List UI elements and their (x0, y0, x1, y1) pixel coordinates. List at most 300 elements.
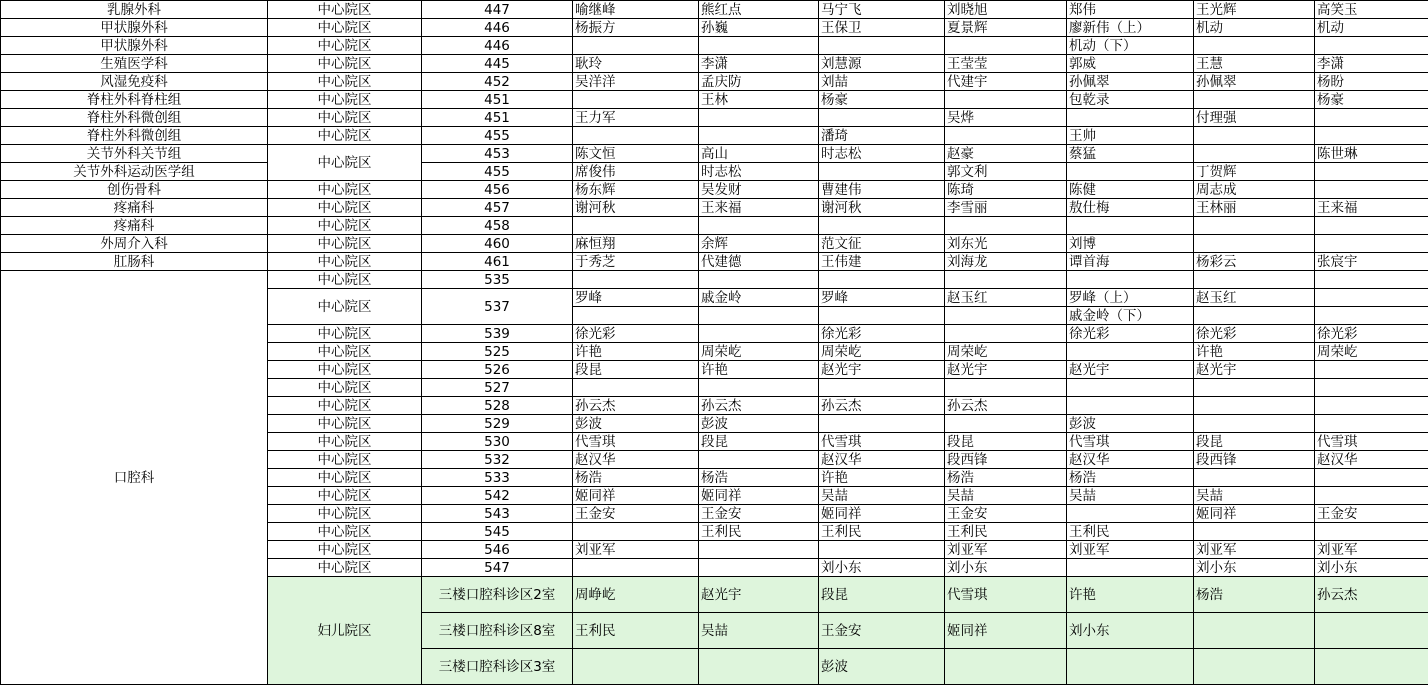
doctor-cell[interactable] (1315, 289, 1428, 307)
doctor-cell[interactable]: 杨浩 (945, 469, 1067, 487)
doctor-cell[interactable] (819, 271, 945, 289)
doctor-cell[interactable]: 王伟建 (819, 253, 945, 271)
doctor-cell[interactable] (945, 91, 1067, 109)
campus-cell[interactable]: 中心院区 (268, 73, 422, 91)
doctor-cell[interactable] (1067, 397, 1194, 415)
doctor-cell[interactable]: 时志松 (699, 163, 819, 181)
doctor-cell[interactable] (699, 127, 819, 145)
doctor-cell[interactable] (1315, 523, 1428, 541)
doctor-cell[interactable]: 喻继峰 (573, 1, 699, 19)
doctor-cell[interactable]: 刘慧源 (819, 55, 945, 73)
doctor-cell[interactable]: 赵光宇 (819, 361, 945, 379)
doctor-cell[interactable]: 赵汉华 (573, 451, 699, 469)
campus-cell[interactable]: 中心院区 (268, 253, 422, 271)
doctor-cell[interactable]: 姬同祥 (573, 487, 699, 505)
doctor-cell[interactable] (1315, 469, 1428, 487)
doctor-cell[interactable]: 王帅 (1067, 127, 1194, 145)
doctor-cell[interactable]: 廖新伟（上） (1067, 19, 1194, 37)
doctor-cell[interactable]: 刘海龙 (945, 253, 1067, 271)
room-cell[interactable]: 539 (422, 325, 573, 343)
doctor-cell[interactable] (1315, 487, 1428, 505)
doctor-cell[interactable]: 孙云杰 (819, 397, 945, 415)
doctor-cell[interactable] (1194, 235, 1315, 253)
campus-cell[interactable]: 中心院区 (268, 217, 422, 235)
doctor-cell[interactable]: 范文征 (819, 235, 945, 253)
doctor-cell[interactable]: 刘小东 (819, 559, 945, 577)
doctor-cell[interactable]: 吴喆 (1194, 487, 1315, 505)
room-cell[interactable]: 537 (422, 289, 573, 325)
doctor-cell[interactable]: 孙云杰 (573, 397, 699, 415)
doctor-cell[interactable]: 彭波 (1067, 415, 1194, 433)
doctor-cell[interactable]: 刘亚军 (945, 541, 1067, 559)
doctor-cell[interactable]: 孙云杰 (699, 397, 819, 415)
doctor-cell[interactable] (1315, 415, 1428, 433)
doctor-cell[interactable]: 代建宇 (945, 73, 1067, 91)
room-cell[interactable]: 451 (422, 109, 573, 127)
doctor-cell[interactable]: 马宁飞 (819, 1, 945, 19)
campus-cell[interactable]: 中心院区 (268, 19, 422, 37)
doctor-cell[interactable]: 周荣屹 (819, 343, 945, 361)
doctor-cell[interactable]: 王利民 (699, 523, 819, 541)
doctor-cell[interactable]: 刘亚军 (1194, 541, 1315, 559)
doctor-cell[interactable]: 吴烨 (945, 109, 1067, 127)
doctor-cell[interactable]: 代雪琪 (1067, 433, 1194, 451)
doctor-cell[interactable]: 蔡猛 (1067, 145, 1194, 163)
doctor-cell[interactable]: 赵汉华 (819, 451, 945, 469)
campus-cell[interactable]: 中心院区 (268, 397, 422, 415)
doctor-cell[interactable]: 段昆 (819, 577, 945, 613)
dept-cell[interactable]: 乳腺外科 (1, 1, 268, 19)
doctor-cell[interactable] (573, 37, 699, 55)
doctor-cell[interactable]: 孙云杰 (1315, 577, 1428, 613)
room-cell[interactable]: 546 (422, 541, 573, 559)
doctor-cell[interactable] (699, 379, 819, 397)
doctor-cell[interactable] (1315, 181, 1428, 199)
doctor-cell[interactable] (819, 37, 945, 55)
doctor-cell[interactable] (1315, 37, 1428, 55)
doctor-cell[interactable]: 刘晓旭 (945, 1, 1067, 19)
dept-cell[interactable]: 甲状腺外科 (1, 19, 268, 37)
dept-cell[interactable]: 关节外科运动医学组 (1, 163, 268, 181)
dept-cell[interactable]: 创伤骨科 (1, 181, 268, 199)
doctor-cell[interactable] (1315, 163, 1428, 181)
dept-cell[interactable]: 甲状腺外科 (1, 37, 268, 55)
doctor-cell[interactable]: 徐光彩 (1315, 325, 1428, 343)
doctor-cell[interactable]: 代雪琪 (573, 433, 699, 451)
doctor-cell[interactable]: 赵玉红 (1194, 289, 1315, 307)
doctor-cell[interactable] (699, 559, 819, 577)
doctor-cell[interactable]: 杨浩 (699, 469, 819, 487)
campus-cell[interactable]: 中心院区 (268, 235, 422, 253)
doctor-cell[interactable]: 吴喆 (945, 487, 1067, 505)
doctor-cell[interactable]: 周峥屹 (573, 577, 699, 613)
doctor-cell[interactable]: 敖仕梅 (1067, 199, 1194, 217)
doctor-cell[interactable] (699, 217, 819, 235)
campus-cell[interactable]: 中心院区 (268, 145, 422, 181)
doctor-cell[interactable]: 王金安 (945, 505, 1067, 523)
doctor-cell[interactable]: 陈文恒 (573, 145, 699, 163)
doctor-cell[interactable] (945, 271, 1067, 289)
doctor-cell[interactable]: 周荣屹 (699, 343, 819, 361)
doctor-cell[interactable] (945, 37, 1067, 55)
doctor-cell[interactable]: 王利民 (573, 613, 699, 649)
doctor-cell[interactable] (1194, 145, 1315, 163)
campus-cell[interactable]: 中心院区 (268, 379, 422, 397)
doctor-cell[interactable] (1194, 127, 1315, 145)
doctor-cell[interactable] (1194, 271, 1315, 289)
campus-cell[interactable]: 中心院区 (268, 505, 422, 523)
doctor-cell[interactable] (945, 649, 1067, 685)
doctor-cell[interactable] (1194, 307, 1315, 325)
room-cell[interactable]: 三楼口腔科诊区3室 (422, 649, 573, 685)
doctor-cell[interactable] (819, 541, 945, 559)
doctor-cell[interactable]: 吴发财 (699, 181, 819, 199)
doctor-cell[interactable] (573, 91, 699, 109)
doctor-cell[interactable]: 曹建伟 (819, 181, 945, 199)
campus-cell[interactable]: 中心院区 (268, 181, 422, 199)
doctor-cell[interactable] (1315, 109, 1428, 127)
campus-cell[interactable]: 中心院区 (268, 541, 422, 559)
doctor-cell[interactable]: 李潇 (1315, 55, 1428, 73)
room-cell[interactable]: 526 (422, 361, 573, 379)
room-cell[interactable]: 455 (422, 163, 573, 181)
doctor-cell[interactable]: 代建德 (699, 253, 819, 271)
doctor-cell[interactable]: 高笑玉 (1315, 1, 1428, 19)
doctor-cell[interactable] (819, 415, 945, 433)
doctor-cell[interactable]: 刘小东 (1067, 613, 1194, 649)
doctor-cell[interactable] (1194, 397, 1315, 415)
doctor-cell[interactable]: 代雪琪 (819, 433, 945, 451)
doctor-cell[interactable]: 王利民 (819, 523, 945, 541)
doctor-cell[interactable]: 刘博 (1067, 235, 1194, 253)
doctor-cell[interactable]: 杨彩云 (1194, 253, 1315, 271)
room-cell[interactable]: 529 (422, 415, 573, 433)
doctor-cell[interactable] (1315, 127, 1428, 145)
campus-cell[interactable]: 中心院区 (268, 1, 422, 19)
doctor-cell[interactable] (945, 127, 1067, 145)
doctor-cell[interactable]: 王林丽 (1194, 199, 1315, 217)
doctor-cell[interactable]: 孙巍 (699, 19, 819, 37)
doctor-cell[interactable] (573, 649, 699, 685)
doctor-cell[interactable]: 罗峰 (573, 289, 699, 307)
dept-cell[interactable]: 疼痛科 (1, 199, 268, 217)
doctor-cell[interactable] (819, 163, 945, 181)
campus-cell[interactable]: 中心院区 (268, 289, 422, 325)
doctor-cell[interactable] (699, 307, 819, 325)
doctor-cell[interactable] (1194, 91, 1315, 109)
doctor-cell[interactable]: 罗峰（上） (1067, 289, 1194, 307)
campus-cell[interactable]: 中心院区 (268, 325, 422, 343)
doctor-cell[interactable]: 戚金岭（下） (1067, 307, 1194, 325)
doctor-cell[interactable] (699, 37, 819, 55)
room-cell[interactable]: 527 (422, 379, 573, 397)
campus-cell[interactable]: 中心院区 (268, 37, 422, 55)
doctor-cell[interactable]: 许艳 (1194, 343, 1315, 361)
room-cell[interactable]: 545 (422, 523, 573, 541)
dept-cell[interactable]: 生殖医学科 (1, 55, 268, 73)
doctor-cell[interactable]: 刘东光 (945, 235, 1067, 253)
doctor-cell[interactable]: 段昆 (699, 433, 819, 451)
dept-cell[interactable]: 肛肠科 (1, 253, 268, 271)
campus-cell[interactable]: 中心院区 (268, 487, 422, 505)
doctor-cell[interactable]: 郭威 (1067, 55, 1194, 73)
doctor-cell[interactable] (819, 217, 945, 235)
doctor-cell[interactable]: 吴喆 (1067, 487, 1194, 505)
campus-cell[interactable]: 中心院区 (268, 91, 422, 109)
doctor-cell[interactable] (573, 127, 699, 145)
doctor-cell[interactable]: 陈健 (1067, 181, 1194, 199)
doctor-cell[interactable] (1315, 361, 1428, 379)
doctor-cell[interactable]: 王力军 (573, 109, 699, 127)
doctor-cell[interactable]: 杨盼 (1315, 73, 1428, 91)
room-cell[interactable]: 460 (422, 235, 573, 253)
doctor-cell[interactable]: 潘琦 (819, 127, 945, 145)
doctor-cell[interactable]: 赵豪 (945, 145, 1067, 163)
doctor-cell[interactable]: 丁贺辉 (1194, 163, 1315, 181)
doctor-cell[interactable]: 付理强 (1194, 109, 1315, 127)
doctor-cell[interactable] (1194, 649, 1315, 685)
doctor-cell[interactable]: 孙云杰 (945, 397, 1067, 415)
doctor-cell[interactable] (1067, 163, 1194, 181)
campus-cell[interactable]: 中心院区 (268, 271, 422, 289)
doctor-cell[interactable]: 王来福 (699, 199, 819, 217)
doctor-cell[interactable]: 王金安 (819, 613, 945, 649)
doctor-cell[interactable] (1315, 613, 1428, 649)
dept-cell[interactable]: 关节外科关节组 (1, 145, 268, 163)
doctor-cell[interactable]: 谢河秋 (819, 199, 945, 217)
dept-cell[interactable]: 风湿免疫科 (1, 73, 268, 91)
campus-cell[interactable]: 中心院区 (268, 469, 422, 487)
doctor-cell[interactable]: 王金安 (699, 505, 819, 523)
doctor-cell[interactable]: 许艳 (699, 361, 819, 379)
doctor-cell[interactable] (1315, 397, 1428, 415)
campus-cell[interactable]: 中心院区 (268, 109, 422, 127)
campus-cell[interactable]: 中心院区 (268, 199, 422, 217)
dept-cell[interactable]: 脊柱外科脊柱组 (1, 91, 268, 109)
doctor-cell[interactable]: 陈世琳 (1315, 145, 1428, 163)
doctor-cell[interactable]: 代雪琪 (945, 577, 1067, 613)
doctor-cell[interactable]: 孟庆防 (699, 73, 819, 91)
room-cell[interactable]: 457 (422, 199, 573, 217)
doctor-cell[interactable]: 张宸宇 (1315, 253, 1428, 271)
dept-cell[interactable]: 脊柱外科微创组 (1, 109, 268, 127)
doctor-cell[interactable]: 王金安 (1315, 505, 1428, 523)
doctor-cell[interactable] (1067, 379, 1194, 397)
dept-cell[interactable]: 外周介入科 (1, 235, 268, 253)
room-cell[interactable]: 528 (422, 397, 573, 415)
doctor-cell[interactable]: 刘亚军 (573, 541, 699, 559)
doctor-cell[interactable] (819, 109, 945, 127)
room-cell[interactable]: 455 (422, 127, 573, 145)
doctor-cell[interactable] (1194, 613, 1315, 649)
doctor-cell[interactable]: 谭首海 (1067, 253, 1194, 271)
doctor-cell[interactable]: 谢河秋 (573, 199, 699, 217)
doctor-cell[interactable]: 郑伟 (1067, 1, 1194, 19)
doctor-cell[interactable]: 王来福 (1315, 199, 1428, 217)
doctor-cell[interactable] (573, 559, 699, 577)
doctor-cell[interactable] (1315, 307, 1428, 325)
doctor-cell[interactable]: 郭文利 (945, 163, 1067, 181)
doctor-cell[interactable] (1315, 271, 1428, 289)
doctor-cell[interactable]: 许艳 (573, 343, 699, 361)
room-cell[interactable]: 458 (422, 217, 573, 235)
doctor-cell[interactable] (1067, 271, 1194, 289)
doctor-cell[interactable]: 王林 (699, 91, 819, 109)
doctor-cell[interactable]: 机动 (1315, 19, 1428, 37)
doctor-cell[interactable] (699, 541, 819, 559)
doctor-cell[interactable] (1194, 217, 1315, 235)
doctor-cell[interactable]: 刘喆 (819, 73, 945, 91)
doctor-cell[interactable] (1194, 379, 1315, 397)
doctor-cell[interactable]: 孙佩翠 (1067, 73, 1194, 91)
doctor-cell[interactable] (945, 217, 1067, 235)
doctor-cell[interactable]: 赵光宇 (1194, 361, 1315, 379)
campus-cell[interactable]: 中心院区 (268, 127, 422, 145)
doctor-cell[interactable] (945, 325, 1067, 343)
doctor-cell[interactable]: 机动 (1194, 19, 1315, 37)
doctor-cell[interactable]: 赵汉华 (1315, 451, 1428, 469)
doctor-cell[interactable]: 王保卫 (819, 19, 945, 37)
doctor-cell[interactable]: 徐光彩 (819, 325, 945, 343)
doctor-cell[interactable] (573, 217, 699, 235)
doctor-cell[interactable]: 刘小东 (945, 559, 1067, 577)
doctor-cell[interactable]: 吴洋洋 (573, 73, 699, 91)
doctor-cell[interactable]: 赵光宇 (945, 361, 1067, 379)
doctor-cell[interactable] (1315, 379, 1428, 397)
doctor-cell[interactable] (699, 325, 819, 343)
doctor-cell[interactable]: 王利民 (945, 523, 1067, 541)
doctor-cell[interactable] (699, 109, 819, 127)
doctor-cell[interactable]: 刘小东 (1194, 559, 1315, 577)
doctor-cell[interactable]: 杨浩 (573, 469, 699, 487)
campus-cell[interactable]: 中心院区 (268, 55, 422, 73)
doctor-cell[interactable]: 孙佩翠 (1194, 73, 1315, 91)
doctor-cell[interactable] (699, 649, 819, 685)
doctor-cell[interactable]: 麻恒翔 (573, 235, 699, 253)
doctor-cell[interactable]: 杨东辉 (573, 181, 699, 199)
doctor-cell[interactable] (1194, 415, 1315, 433)
room-cell[interactable]: 533 (422, 469, 573, 487)
doctor-cell[interactable] (1315, 649, 1428, 685)
doctor-cell[interactable]: 许艳 (1067, 577, 1194, 613)
doctor-cell[interactable]: 王利民 (1067, 523, 1194, 541)
doctor-cell[interactable]: 段昆 (945, 433, 1067, 451)
doctor-cell[interactable]: 彭波 (573, 415, 699, 433)
room-cell[interactable]: 446 (422, 19, 573, 37)
doctor-cell[interactable] (1067, 505, 1194, 523)
room-cell[interactable]: 535 (422, 271, 573, 289)
doctor-cell[interactable]: 周荣屹 (1315, 343, 1428, 361)
room-cell[interactable]: 452 (422, 73, 573, 91)
room-cell[interactable]: 525 (422, 343, 573, 361)
room-cell[interactable]: 543 (422, 505, 573, 523)
room-cell[interactable]: 445 (422, 55, 573, 73)
doctor-cell[interactable]: 姬同祥 (819, 505, 945, 523)
doctor-cell[interactable]: 罗峰 (819, 289, 945, 307)
doctor-cell[interactable] (819, 379, 945, 397)
doctor-cell[interactable]: 余辉 (699, 235, 819, 253)
room-cell[interactable]: 451 (422, 91, 573, 109)
campus-cell[interactable]: 中心院区 (268, 343, 422, 361)
doctor-cell[interactable]: 王金安 (573, 505, 699, 523)
doctor-cell[interactable]: 段昆 (573, 361, 699, 379)
campus-cell[interactable]: 中心院区 (268, 361, 422, 379)
doctor-cell[interactable] (1067, 559, 1194, 577)
dept-cell[interactable]: 疼痛科 (1, 217, 268, 235)
room-cell[interactable]: 453 (422, 145, 573, 163)
campus-cell[interactable]: 中心院区 (268, 433, 422, 451)
doctor-cell[interactable] (573, 307, 699, 325)
doctor-cell[interactable] (945, 415, 1067, 433)
doctor-cell[interactable]: 熊红点 (699, 1, 819, 19)
doctor-cell[interactable]: 杨浩 (1194, 577, 1315, 613)
doctor-cell[interactable]: 姬同祥 (945, 613, 1067, 649)
doctor-cell[interactable]: 包乾录 (1067, 91, 1194, 109)
doctor-cell[interactable]: 赵玉红 (945, 289, 1067, 307)
doctor-cell[interactable] (945, 307, 1067, 325)
doctor-cell[interactable]: 徐光彩 (1067, 325, 1194, 343)
doctor-cell[interactable] (1194, 523, 1315, 541)
doctor-cell[interactable]: 周志成 (1194, 181, 1315, 199)
doctor-cell[interactable]: 杨振方 (573, 19, 699, 37)
doctor-cell[interactable]: 段西锋 (1194, 451, 1315, 469)
doctor-cell[interactable]: 王莹莹 (945, 55, 1067, 73)
room-cell[interactable]: 456 (422, 181, 573, 199)
doctor-cell[interactable] (1067, 217, 1194, 235)
doctor-cell[interactable] (945, 379, 1067, 397)
doctor-cell[interactable] (1067, 109, 1194, 127)
doctor-cell[interactable]: 杨浩 (1067, 469, 1194, 487)
room-cell[interactable]: 532 (422, 451, 573, 469)
doctor-cell[interactable] (1067, 649, 1194, 685)
room-cell[interactable]: 447 (422, 1, 573, 19)
doctor-cell[interactable]: 段西锋 (945, 451, 1067, 469)
doctor-cell[interactable]: 夏景辉 (945, 19, 1067, 37)
doctor-cell[interactable]: 王慧 (1194, 55, 1315, 73)
doctor-cell[interactable]: 陈琦 (945, 181, 1067, 199)
doctor-cell[interactable]: 许艳 (819, 469, 945, 487)
doctor-cell[interactable]: 段昆 (1194, 433, 1315, 451)
doctor-cell[interactable]: 彭波 (819, 649, 945, 685)
campus-cell[interactable]: 中心院区 (268, 559, 422, 577)
doctor-cell[interactable]: 周荣屹 (945, 343, 1067, 361)
room-cell[interactable]: 547 (422, 559, 573, 577)
doctor-cell[interactable]: 刘亚军 (1315, 541, 1428, 559)
doctor-cell[interactable]: 李雪丽 (945, 199, 1067, 217)
doctor-cell[interactable]: 杨豪 (1315, 91, 1428, 109)
doctor-cell[interactable] (699, 271, 819, 289)
campus-cell[interactable]: 妇儿院区 (268, 577, 422, 685)
doctor-cell[interactable] (1315, 235, 1428, 253)
room-cell[interactable]: 三楼口腔科诊区2室 (422, 577, 573, 613)
room-cell[interactable]: 461 (422, 253, 573, 271)
doctor-cell[interactable]: 王光辉 (1194, 1, 1315, 19)
doctor-cell[interactable]: 徐光彩 (573, 325, 699, 343)
doctor-cell[interactable] (1194, 37, 1315, 55)
doctor-cell[interactable]: 赵光宇 (1067, 361, 1194, 379)
doctor-cell[interactable] (573, 523, 699, 541)
doctor-cell[interactable]: 戚金岭 (699, 289, 819, 307)
doctor-cell[interactable]: 席俊伟 (573, 163, 699, 181)
room-cell[interactable]: 542 (422, 487, 573, 505)
doctor-cell[interactable]: 于秀芝 (573, 253, 699, 271)
doctor-cell[interactable]: 机动（下） (1067, 37, 1194, 55)
doctor-cell[interactable]: 刘小东 (1315, 559, 1428, 577)
doctor-cell[interactable]: 耿玲 (573, 55, 699, 73)
doctor-cell[interactable]: 李潇 (699, 55, 819, 73)
doctor-cell[interactable]: 赵汉华 (1067, 451, 1194, 469)
doctor-cell[interactable] (573, 271, 699, 289)
